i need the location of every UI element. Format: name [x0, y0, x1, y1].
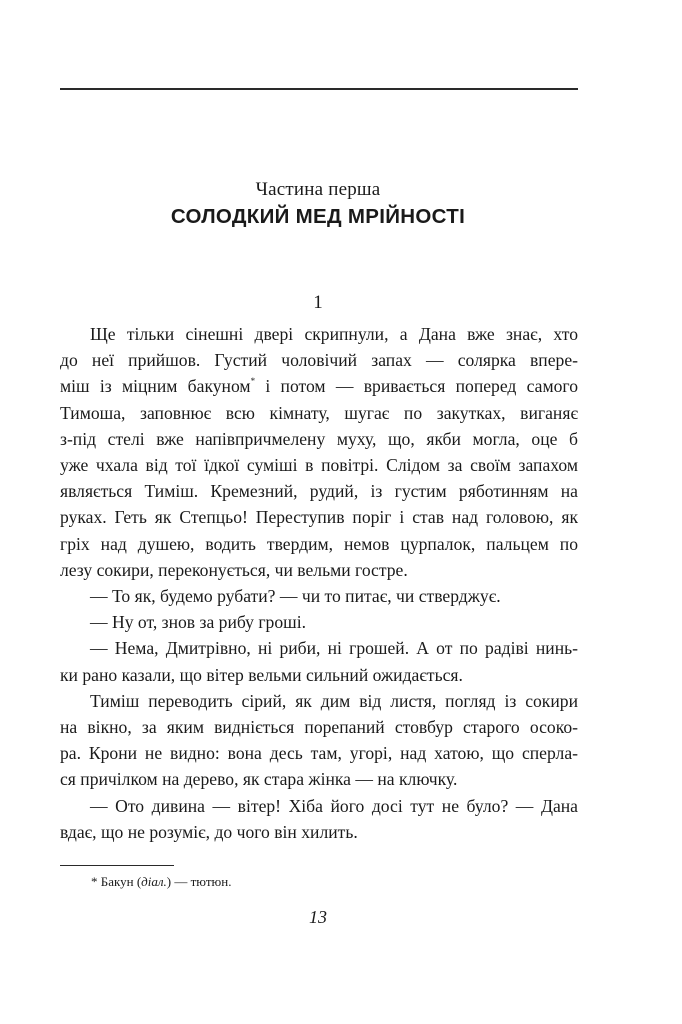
footnote-paren-open: (: [136, 874, 142, 889]
line-text: до неї прийшов. Густий чоловічий запах — солярка впере-: [60, 350, 578, 371]
text-line: [60, 504, 578, 530]
text-line: [60, 531, 578, 557]
line-text: з-під стелі вже напівпричмелену муху, що, якби могла, оце б: [60, 428, 578, 449]
line-text: ра. Крони не видно: вона десь там, угорі, над хатою, що сперла-: [60, 743, 578, 764]
footnote-word: Бакун: [100, 874, 134, 889]
text-line: [60, 635, 578, 661]
line-text: руках. Геть як Степцьо! Переступив поріг і став над головою, як: [60, 507, 578, 528]
line-text: гріх над душею, водить твердим, немов цурпалок, пальцем по: [60, 533, 578, 554]
line-text: Ще тільки сінешні двері скрипнули, а Дана вже знає, хто: [90, 324, 578, 344]
line-text: — То як, будемо рубати? — чи то питає, чи стверджує.: [90, 586, 501, 607]
line-text: вдає, що не розуміє, до чого він хилить.: [60, 821, 358, 842]
page-number: 13: [309, 907, 327, 927]
text-line: [60, 321, 578, 347]
text-line: [60, 766, 578, 792]
line-text: міш із міцним бакуном: [60, 376, 251, 397]
line-text: являється Тиміш. Кремезний, рудий, із густим ряботинням на: [60, 481, 578, 502]
text-line: [60, 426, 578, 452]
line-text: Тиміш переводить сірий, як дим від листя, погляд із сокири: [90, 690, 578, 711]
text-line: [60, 478, 578, 504]
line-text: лезу сокири, переконується, чи вельми гостре.: [60, 559, 408, 580]
chapter-number: 1: [313, 292, 323, 313]
footnote-paren-close: ): [166, 874, 172, 889]
line-text: ся причілком на дерево, як стара жінка — на ключку.: [60, 769, 458, 790]
text-line: [60, 452, 578, 478]
footnote-reference: *: [250, 376, 256, 387]
line-text: уже чхала від тої їдкої суміші в повітрі. Слідом за своїм запахом: [60, 455, 578, 476]
line-text: на вікно, за яким видніється порепаний стовбур старого осоко-: [60, 717, 578, 738]
text-line: [60, 714, 578, 740]
part-title: СОЛОДКИЙ МЕД МРІЙНОСТІ: [170, 205, 466, 228]
footnote-note: діал.: [141, 874, 167, 889]
text-line: [60, 583, 578, 609]
text-line: [60, 400, 578, 426]
body-text: [60, 321, 578, 845]
text-line: [60, 688, 578, 714]
text-line: [60, 557, 578, 583]
text-line: [60, 347, 578, 373]
line-text-continued: і потом — вривається поперед самого: [255, 376, 579, 397]
footnote-rule: [60, 865, 174, 866]
footnote-marker: *: [91, 874, 98, 889]
line-text: Тимоша, заповнює всю кімнату, шугає по закутках, виганяє: [60, 402, 578, 423]
text-line: [60, 793, 578, 819]
header-rule: [60, 88, 578, 90]
line-text: — Ото дивина — вітер! Хіба його досі тут не було? — Дана: [90, 795, 578, 816]
text-line: [60, 609, 578, 635]
footnote-definition: — тютюн.: [174, 874, 232, 889]
part-label: Частина перша: [255, 179, 381, 200]
line-text: — Нема, Дмитрівно, ні риби, ні грошей. А от по радіві нинь-: [90, 638, 578, 659]
text-line: [60, 662, 578, 688]
footnote: [91, 874, 231, 890]
text-line: [60, 819, 578, 845]
line-text: ки рано казали, що вітер вельми сильний ожидається.: [60, 664, 463, 685]
text-line: [60, 373, 578, 399]
text-line: [60, 740, 578, 766]
line-text: — Ну от, знов за рибу гроші.: [90, 612, 306, 633]
